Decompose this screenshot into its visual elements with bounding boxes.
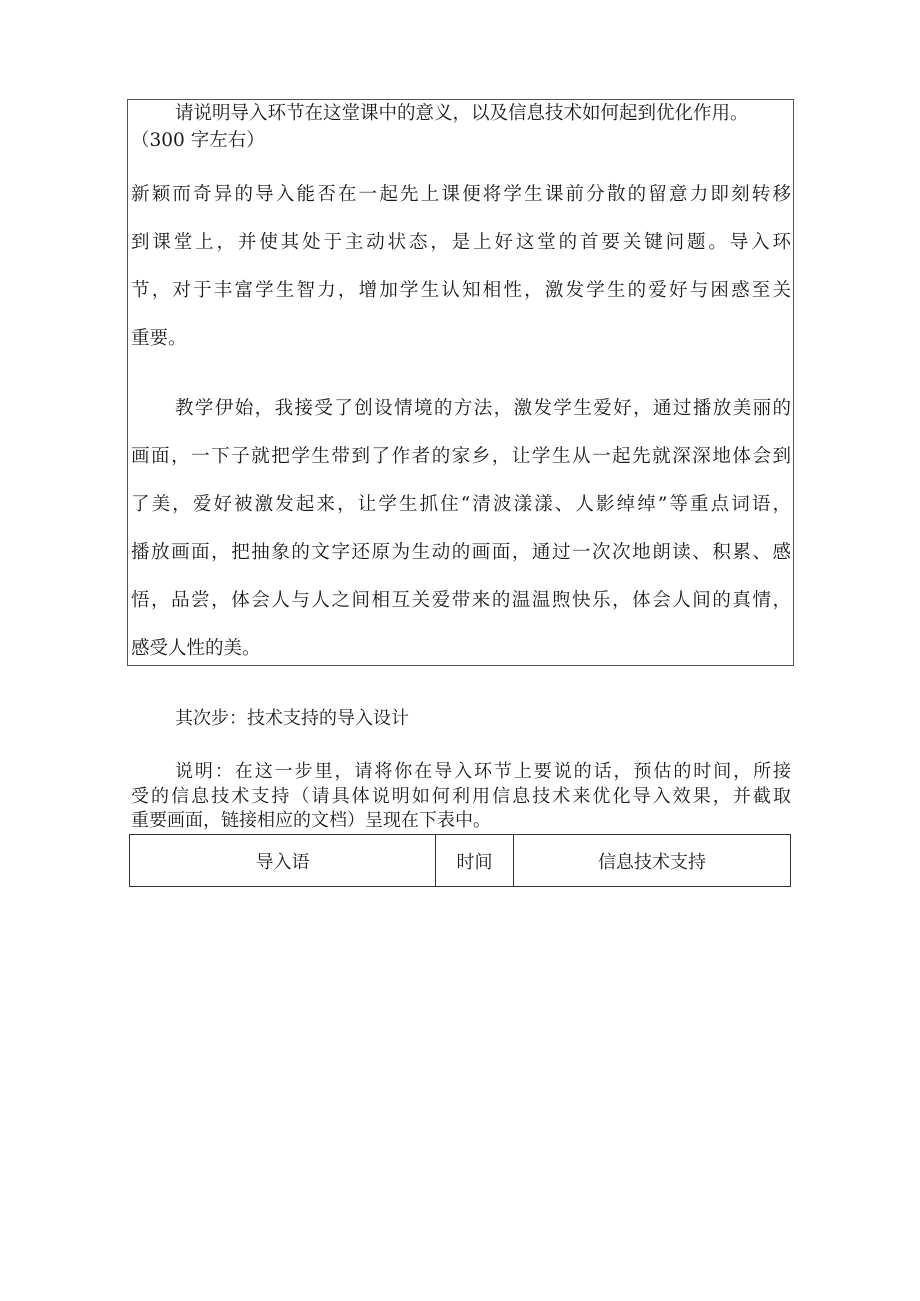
table-header-intro: 导入语	[130, 835, 436, 887]
answer-p1-line-1: 新颖而奇异的导入能否在一起先上课便将学生课前分散的留意力即刻转移	[131, 184, 791, 205]
table-header-tech-support: 信息技术支持	[514, 835, 791, 887]
table-header-row	[130, 835, 791, 887]
answer-p1-line-2: 到课堂上，并使其处于主动状态，是上好这堂的首要关键问题。导入环	[131, 232, 791, 253]
table-header-time: 时间	[436, 835, 514, 887]
answer-p1-line-3: 节，对于丰富学生智力，增加学生认知相性，激发学生的爱好与困惑至关	[131, 280, 791, 301]
step2-explain-line-1: 说明：在这一步里，请将你在导入环节上要说的话，预估的时间，所接	[175, 761, 791, 782]
answer-p2-line-2: 画面，一下子就把学生带到了作者的家乡，让学生从一起先就深深地体会到	[131, 446, 791, 467]
step2-heading: 其次步：技术支持的导入设计	[175, 708, 409, 729]
answer-p2-line-4: 播放画面，把抽象的文字还原为生动的画面，通过一次次地朗读、积累、感	[131, 542, 791, 563]
answer-p2-line-3: 了美，爱好被激发起来，让学生抓住“清波漾漾、人影绰绰”等重点词语，	[131, 494, 791, 515]
step2-explain-line-2: 受的信息技术支持（请具体说明如何利用信息技术来优化导入效果，并截取	[131, 786, 791, 807]
answer-p2-line-1: 教学伊始，我接受了创设情境的方法，激发学生爱好，通过播放美丽的	[175, 398, 791, 419]
answer-p2-line-5: 悟，品尝，体会人与人之间相互关爱带来的温温煦快乐，体会人间的真情，	[131, 590, 791, 611]
step2-explain-line-3: 重要画面，链接相应的文档）呈现在下表中。	[131, 810, 491, 831]
answer-p2-line-6: 感受人性的美。	[131, 638, 261, 659]
intro-design-table	[129, 834, 791, 887]
question-line-2: （300 字左右）	[131, 130, 265, 151]
question-line-1: 请说明导入环节在这堂课中的意义，以及信息技术如何起到优化作用。	[175, 103, 749, 124]
answer-p1-line-4: 重要。	[131, 328, 187, 349]
